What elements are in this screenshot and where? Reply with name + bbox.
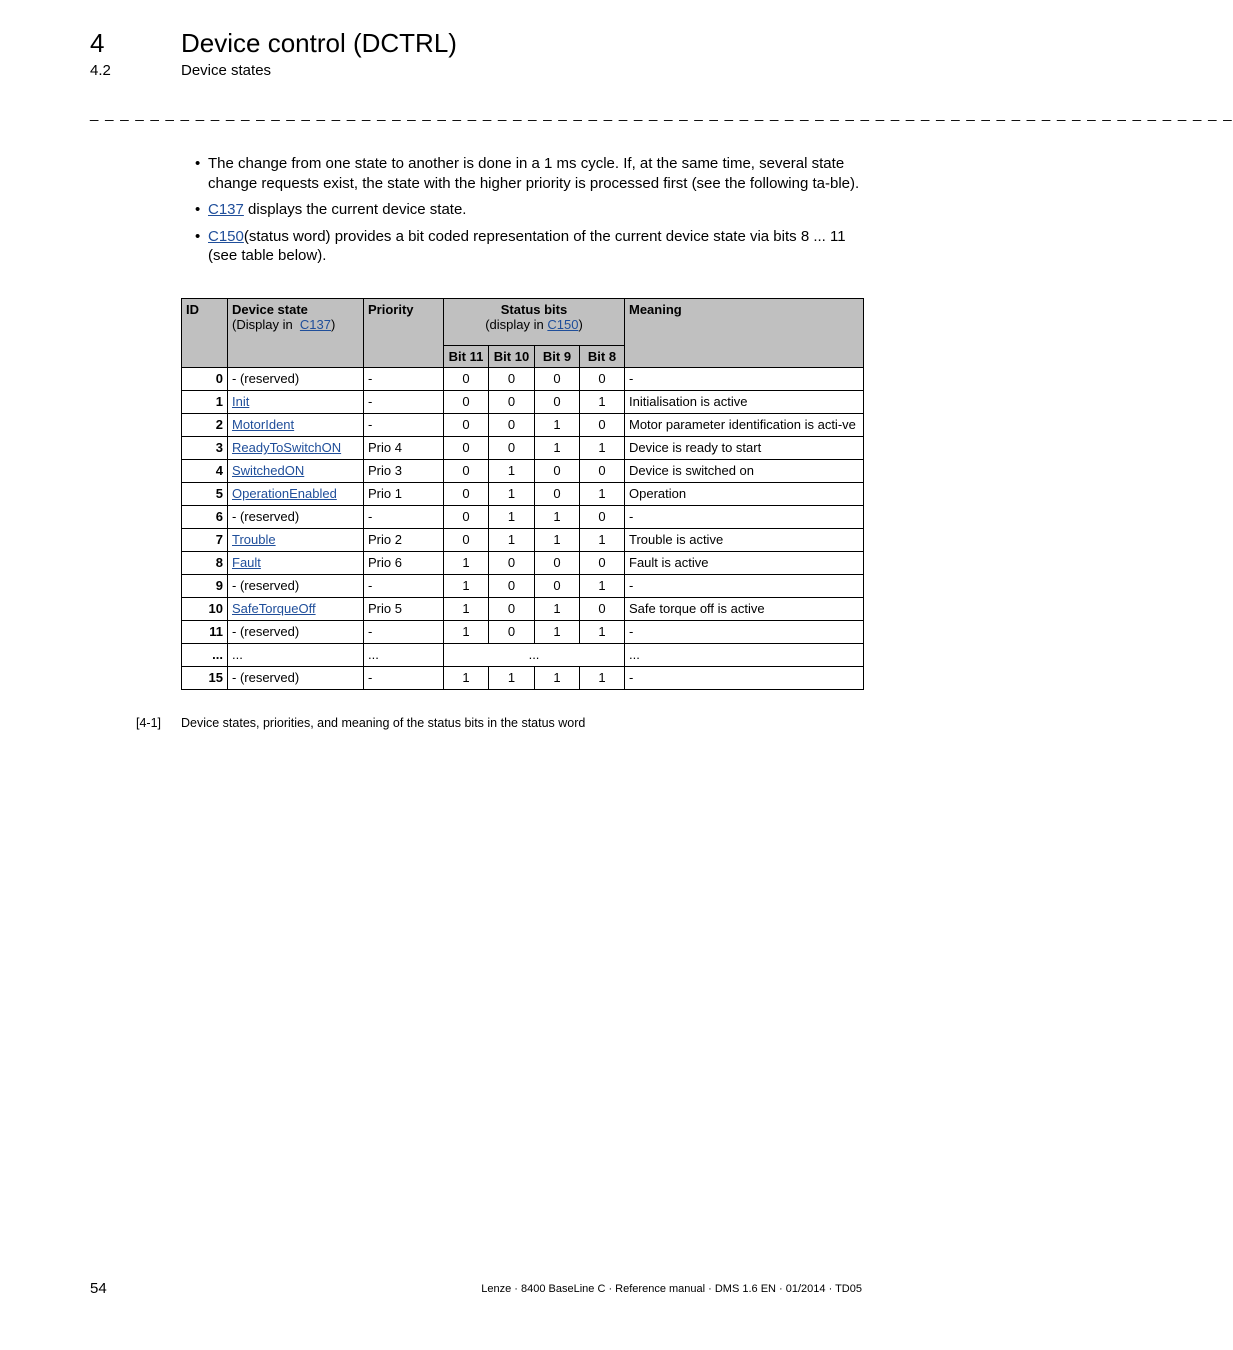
header-id: ID <box>182 299 228 368</box>
row-priority: - <box>364 414 444 437</box>
row-priority: Prio 4 <box>364 437 444 460</box>
row-meaning: - <box>625 621 864 644</box>
row-bit10: 1 <box>489 506 535 529</box>
device-state-link[interactable]: Init <box>232 394 250 409</box>
table-row <box>182 552 864 575</box>
row-bit10: 0 <box>489 575 535 598</box>
row-bit10: 1 <box>489 483 535 506</box>
row-bit10: 1 <box>489 667 535 690</box>
row-priority: Prio 3 <box>364 460 444 483</box>
row-bit10: 0 <box>489 621 535 644</box>
row-bit8: 0 <box>580 460 625 483</box>
row-device-state <box>228 552 364 575</box>
row-id: 1 <box>182 391 228 414</box>
row-id: 2 <box>182 414 228 437</box>
row-device-state <box>228 460 364 483</box>
row-bit9: 0 <box>535 391 580 414</box>
section-number: 4.2 <box>90 62 111 79</box>
row-bit11: 1 <box>444 667 489 690</box>
header-meaning: Meaning <box>625 299 864 368</box>
row-priority: Prio 1 <box>364 483 444 506</box>
row-bit8: 1 <box>580 621 625 644</box>
device-state-link[interactable]: Trouble <box>232 532 276 547</box>
row-meaning: - <box>625 575 864 598</box>
row-bit8: 0 <box>580 368 625 391</box>
bullet-list <box>195 154 865 273</box>
row-bit9: 1 <box>535 529 580 552</box>
row-bit9: 0 <box>535 483 580 506</box>
row-priority: - <box>364 391 444 414</box>
row-bit9: 1 <box>535 667 580 690</box>
row-device-state: - (reserved) <box>228 667 364 690</box>
row-priority: ... <box>364 644 444 667</box>
row-bit10: 1 <box>489 529 535 552</box>
row-bit11: 0 <box>444 414 489 437</box>
row-device-state <box>228 529 364 552</box>
chapter-number: 4 <box>90 28 105 58</box>
header-bit9: Bit 9 <box>535 346 580 368</box>
row-bit10: 0 <box>489 368 535 391</box>
row-device-state: - (reserved) <box>228 506 364 529</box>
row-meaning: Motor parameter identification is acti-ve <box>625 414 864 437</box>
row-device-state <box>228 414 364 437</box>
row-device-state <box>228 391 364 414</box>
row-device-state <box>228 437 364 460</box>
device-state-link[interactable]: ReadyToSwitchON <box>232 440 342 455</box>
row-priority: Prio 6 <box>364 552 444 575</box>
row-priority: Prio 2 <box>364 529 444 552</box>
bullet-item <box>195 154 865 193</box>
device-state-link[interactable]: Fault <box>232 555 261 570</box>
row-bit8: 0 <box>580 552 625 575</box>
row-bit11: 0 <box>444 483 489 506</box>
row-meaning: Device is ready to start <box>625 437 864 460</box>
row-bit8: 1 <box>580 575 625 598</box>
row-id: 8 <box>182 552 228 575</box>
row-device-state: - (reserved) <box>228 621 364 644</box>
row-bit8: 1 <box>580 483 625 506</box>
row-id: 9 <box>182 575 228 598</box>
row-id: 11 <box>182 621 228 644</box>
row-device-state <box>228 598 364 621</box>
section-title: Device states <box>181 62 272 79</box>
row-meaning: - <box>625 368 864 391</box>
table-row <box>182 575 864 598</box>
row-meaning: Initialisation is active <box>625 391 864 414</box>
row-meaning: ... <box>625 644 864 667</box>
row-bit9: 1 <box>535 506 580 529</box>
row-priority: - <box>364 368 444 391</box>
row-meaning: Device is switched on <box>625 460 864 483</box>
row-bit11: 0 <box>444 368 489 391</box>
row-id: ... <box>182 644 228 667</box>
bullet-text: The change from one state to another is done in a 1 ms cycle. If, at the same time, several state change requests exist, the state with the higher priority is processed first (see the following ta-ble). <box>208 155 860 192</box>
row-bit8: 0 <box>580 414 625 437</box>
row-priority: Prio 5 <box>364 598 444 621</box>
table-row <box>182 621 864 644</box>
row-bit10: 0 <box>489 414 535 437</box>
row-id: 6 <box>182 506 228 529</box>
device-state-link[interactable]: SafeTorqueOff <box>232 601 316 616</box>
row-priority: - <box>364 506 444 529</box>
c137-link[interactable]: C137 <box>208 201 244 218</box>
row-id: 5 <box>182 483 228 506</box>
row-priority: - <box>364 621 444 644</box>
table-row <box>182 506 864 529</box>
row-id: 7 <box>182 529 228 552</box>
header-bit10: Bit 10 <box>489 346 535 368</box>
row-bit9: 0 <box>535 575 580 598</box>
table-row <box>182 598 864 621</box>
device-state-link[interactable]: OperationEnabled <box>232 486 337 501</box>
row-bit11: 1 <box>444 552 489 575</box>
table-row <box>182 368 864 391</box>
c150-link[interactable]: C150 <box>208 227 244 245</box>
row-status-bits: ... <box>444 644 625 667</box>
row-meaning: Safe torque off is active <box>625 598 864 621</box>
row-bit8: 1 <box>580 391 625 414</box>
header-status-bits: Status bits (display in C150) <box>444 299 625 346</box>
row-bit11: 1 <box>444 575 489 598</box>
table-row <box>182 483 864 506</box>
row-bit9: 1 <box>535 621 580 644</box>
row-id: 3 <box>182 437 228 460</box>
row-meaning: Fault is active <box>625 552 864 575</box>
row-id: 15 <box>182 667 228 690</box>
row-bit9: 0 <box>535 460 580 483</box>
caption-number: [4-1] <box>136 716 162 730</box>
row-bit8: 1 <box>580 667 625 690</box>
device-state-link[interactable]: MotorIdent <box>232 417 295 432</box>
row-bit8: 1 <box>580 437 625 460</box>
header-device-state: Device state (Display in C137) <box>228 299 364 368</box>
row-bit9: 1 <box>535 414 580 437</box>
row-bit9: 0 <box>535 552 580 575</box>
bullet-text: (status word) provides a bit coded representation of the current device state via bits 8 ... 11 (see table below). <box>208 227 846 264</box>
row-id: 0 <box>182 368 228 391</box>
row-meaning: - <box>625 506 864 529</box>
row-bit10: 0 <box>489 437 535 460</box>
row-bit8: 0 <box>580 506 625 529</box>
row-bit11: 0 <box>444 460 489 483</box>
bullet-text: displays the current device state. <box>243 201 467 218</box>
row-bit11: 0 <box>444 529 489 552</box>
table-row <box>182 460 864 483</box>
row-id: 4 <box>182 460 228 483</box>
row-bit9: 1 <box>535 598 580 621</box>
table-row <box>182 414 864 437</box>
chapter-title: Device control (DCTRL) <box>181 28 457 58</box>
row-bit10: 1 <box>489 460 535 483</box>
row-bit11: 1 <box>444 598 489 621</box>
bullet-dot: • <box>195 201 201 218</box>
row-meaning: Operation <box>625 483 864 506</box>
row-id: 10 <box>182 598 228 621</box>
bullet-dot: • <box>195 155 201 172</box>
row-bit10: 0 <box>489 552 535 575</box>
bullet-dot: • <box>195 227 201 245</box>
table-row <box>182 644 864 667</box>
row-bit11: 0 <box>444 391 489 414</box>
row-bit8: 1 <box>580 529 625 552</box>
bullet-item <box>195 227 865 266</box>
row-meaning: Trouble is active <box>625 529 864 552</box>
header-c150-link[interactable]: C150 <box>547 317 579 332</box>
row-priority: - <box>364 667 444 690</box>
footer-text: Lenze · 8400 BaseLine C · Reference manual · DMS 1.6 EN · 01/2014 · TD05 <box>481 1283 862 1295</box>
header-bit11: Bit 11 <box>444 346 489 368</box>
row-device-state: ... <box>228 644 364 667</box>
table-row <box>182 529 864 552</box>
header-c137-link[interactable]: C137 <box>299 317 331 332</box>
device-states-table <box>181 298 864 690</box>
row-bit8: 0 <box>580 598 625 621</box>
row-bit11: 0 <box>444 437 489 460</box>
caption-text: Device states, priorities, and meaning of the status bits in the status word <box>181 716 586 730</box>
row-priority: - <box>364 575 444 598</box>
row-meaning: - <box>625 667 864 690</box>
row-device-state: - (reserved) <box>228 575 364 598</box>
header-bit8: Bit 8 <box>580 346 625 368</box>
page-number: 54 <box>90 1280 107 1297</box>
row-device-state <box>228 483 364 506</box>
table-row <box>182 437 864 460</box>
bullet-item <box>195 200 865 220</box>
row-bit11: 0 <box>444 506 489 529</box>
row-bit10: 0 <box>489 598 535 621</box>
row-bit10: 0 <box>489 391 535 414</box>
header-divider: _ _ _ _ _ _ _ _ _ _ _ _ _ _ _ _ _ _ _ _ _ _ _ _ _ _ _ _ _ _ _ _ _ _ _ _ _ _ _ _ _ _ _ _ _ _ _ _ _ _ _ _ _ _ _ _ _ _ _ _ _ _ _ _ _ _ _ _ _ _ _ _ _ _ _ _ <box>90 105 1233 122</box>
row-bit11: 1 <box>444 621 489 644</box>
header-priority: Priority <box>364 299 444 368</box>
row-bit9: 0 <box>535 368 580 391</box>
table-row <box>182 391 864 414</box>
row-bit9: 1 <box>535 437 580 460</box>
row-device-state: - (reserved) <box>228 368 364 391</box>
table-row <box>182 667 864 690</box>
device-state-link[interactable]: SwitchedON <box>232 463 305 478</box>
